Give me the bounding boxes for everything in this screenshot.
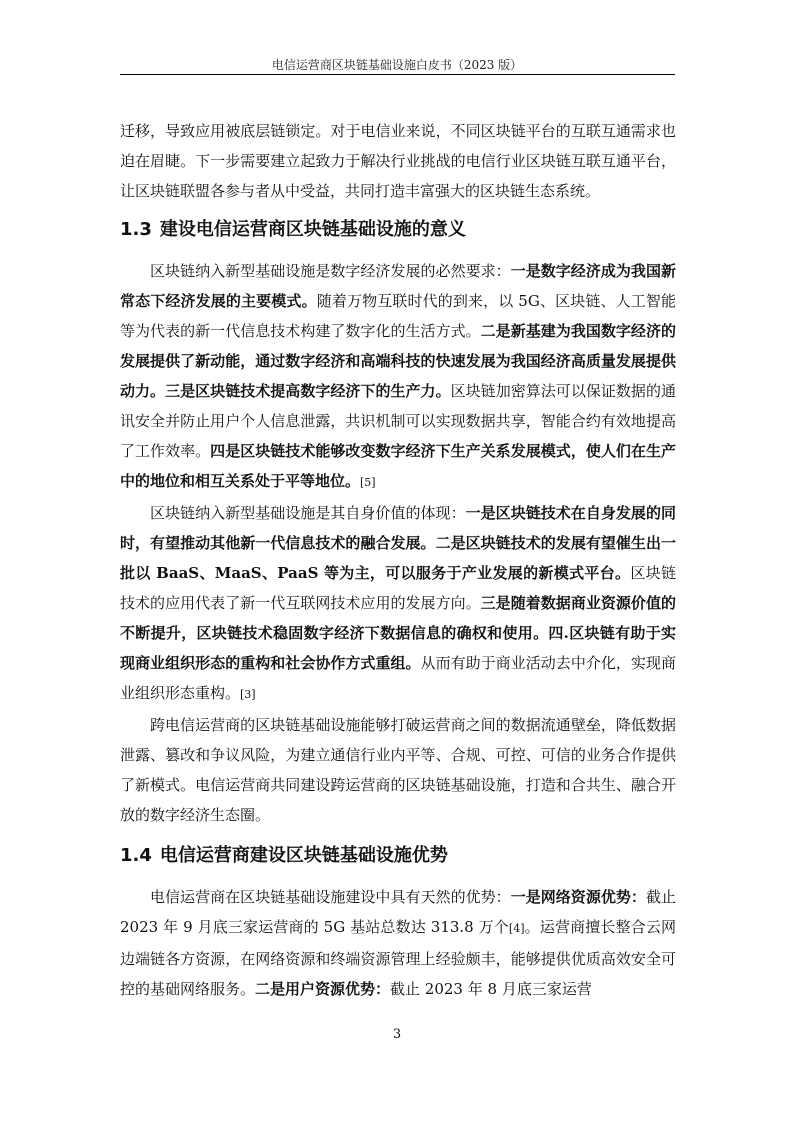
- bold-text-run: 四是区块链技术能够改变数字经济下生产关系发展模式，使人们在生产中的地位和相互关系处于平等地位。: [120, 442, 676, 490]
- header-divider: [120, 74, 675, 75]
- section-title: 电信运营商建设区块链基础设施优势: [159, 845, 448, 866]
- section-number: 1.4: [120, 845, 152, 866]
- paragraph-significance-2: [120, 498, 676, 710]
- section-heading-1-3: [120, 216, 676, 244]
- text-run: 迁移，导致应用被底层链锁定。对于电信业来说，不同区块链平台的互联互通需求也迫在眉睫。下一步需要建立起致力于解决行业挑战的电信行业区块链互联互通平台，让区块链联盟各参与者从中受益，共同打造丰富强大的区块链生态系统。: [120, 122, 676, 200]
- text-run: 区块链加密算法可以保证数据的通讯安全并防止用户个人信息泄露，共识机制可以实现数据共享，智能合约有效地提高了工作效率。: [120, 382, 676, 460]
- text-run: 区块链技术的应用代表了新一代互联网技术应用的发展方向。: [120, 564, 676, 612]
- text-run: 从而有助于商业活动去中介化，实现商业组织形态重构。: [120, 654, 676, 702]
- text-run: 区块链纳入新型基础设施是数字经济发展的必然要求：: [150, 262, 511, 280]
- text-run: 截止 2023 年 9 月底三家运营商的 5G 基站总数达 313.8 万个: [120, 888, 676, 936]
- citation-ref: [3]: [240, 688, 256, 701]
- page-body: [120, 116, 676, 1004]
- text-run: 跨电信运营商的区块链基础设施能够打破运营商之间的数据流通壁垒，降低数据泄露、篡改和争议风险，为建立通信行业内平等、合规、可控、可信的业务合作提供了新模式。电信运营商共同建设跨运营商的区块链基础设施，打造和合共生、融合开放的数字经济生态圈。: [120, 716, 676, 824]
- section-title: 建设电信运营商区块链基础设施的意义: [159, 219, 466, 240]
- section-heading-1-4: [120, 842, 676, 870]
- paragraph-significance-3: [120, 710, 676, 830]
- paragraph-advantages: [120, 882, 676, 1004]
- text-run: 区块链纳入新型基础设施是其自身价值的体现：: [150, 504, 466, 522]
- running-header: 电信运营商区块链基础设施白皮书（2023 版）: [271, 58, 523, 72]
- bold-text-run: 三是随着数据商业资源价值的不断提升，区块链技术稳固数字经济下数据信息的确权和使用。四.区块链有助于实现商业组织形态的重构和社会协作方式重组。: [120, 594, 676, 672]
- text-run: 截止 2023 年 8 月底三家运营: [390, 980, 592, 998]
- text-run: 。运营商擅长整合云网边端链各方资源，在网络资源和终端资源管理上经验颇丰，能够提供优质高效安全可控的基础网络服务。: [120, 918, 676, 998]
- text-run: 随着万物互联时代的到来，以 5G、区块链、人工智能等为代表的新一代信息技术构建了数字化的生活方式。: [120, 292, 676, 340]
- bold-text-run: 一是数字经济成为我国新常态下经济发展的主要模式。: [120, 262, 676, 310]
- text-run: 电信运营商在区块链基础设施建设中具有天然的优势：: [150, 888, 511, 906]
- paragraph-significance-1: [120, 256, 676, 498]
- citation-ref: [5]: [360, 476, 376, 489]
- paragraph-intro-continued: [120, 116, 676, 206]
- section-number: 1.3: [120, 219, 152, 240]
- citation-ref: [4]: [508, 922, 525, 935]
- bold-text-run: 二是用户资源优势：: [255, 980, 391, 998]
- bold-text-run: 一是区块链技术在自身发展的同时，有望推动其他新一代信息技术的融合发展。二是区块链技术的发展有望催生出一批以 BaaS、MaaS、PaaS 等为主，可以服务于产业发展的新模式平台。: [120, 504, 676, 582]
- bold-text-run: 二是新基建为我国数字经济的发展提供了新动能，通过数字经济和高端科技的快速发展为我国经济高质量发展提供动力。三是区块链技术提高数字经济下的生产力。: [120, 322, 676, 400]
- bold-text-run: 一是网络资源优势：: [510, 888, 646, 906]
- page-number: 3: [392, 1027, 402, 1042]
